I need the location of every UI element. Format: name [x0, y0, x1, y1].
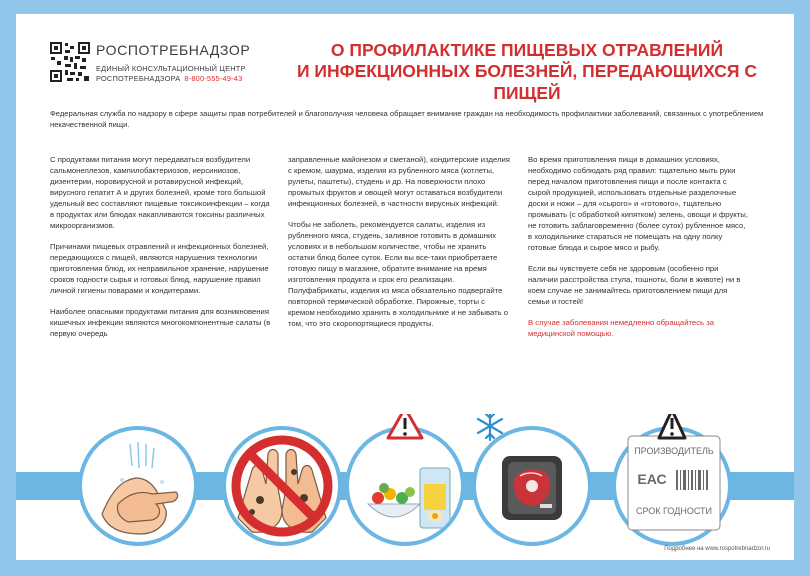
product-label-icon — [612, 414, 732, 546]
paragraph: С продуктами питания могут передаваться возбудители сальмонеллезов, кампилобактериозов, иерсиниозов, дизентерии, норовирусной и ротавирусной инфекций, вирусного гепатит А и других болезней, кроме того большой удельный вес составляют пищевые токсикоинфекции – когда в продуктах или блюдах накапливаются токсины различных микроорганизмов. — [50, 155, 270, 230]
paragraph: Причинами пищевых отравлений и инфекционных болезней, передающихся с пищей, являются нарушения технологии приготовления блюд, их неправильное хранение, нарушение сроков годности сырья и готовых блюд, нарушение правил личной гигиены поварами и кондитерами. — [50, 242, 269, 295]
organization-block — [96, 42, 250, 83]
illustration-band — [16, 414, 794, 554]
hotline-phone: 8-800-555-49-43 — [184, 74, 243, 83]
qr-code — [50, 42, 90, 82]
label-shelf-life: СРОК ГОДНОСТИ — [636, 506, 712, 516]
title-line-1: О ПРОФИЛАКТИКЕ ПИЩЕВЫХ ОТРАВЛЕНИЙ — [330, 40, 724, 60]
paragraph: Наиболее опасными продуктами питания для возникновения кишечных инфекции являются многокомпонентные салаты (в первую очередь — [50, 307, 271, 338]
poster-sheet — [16, 14, 794, 560]
text-column-2 — [288, 154, 510, 339]
paragraph: Если вы чувствуете себя не здоровым (особенно при наличии расстройства стула, тошноты, боли в животе) ни в коем случае не занимайтесь приготовлением пищи для семьи и гостей! — [528, 264, 741, 306]
organization-name: РОСПОТРЕБНАДЗОР — [96, 42, 251, 58]
text-column-3 — [528, 154, 750, 349]
title-line-2: И ИНФЕКЦИОННЫХ БОЛЕЗНЕЙ, ПЕРЕДАЮЩИХСЯ С ПИЩЕЙ — [296, 61, 758, 103]
paragraph: заправленные майонезом и сметаной), кондитерские изделия с кремом, шаурма, изделия из рубленного мяса (котлеты, рулеты, паштеты), студень и др. На поверхности плохо промытых фруктов и овощей могут оставаться возбудители инфекционных болезней, в частности вирусных инфекций. — [288, 155, 510, 208]
consulting-center-line2 — [96, 74, 250, 83]
text-column-1 — [50, 154, 272, 349]
consulting-center-name: РОСПОТРЕБНАДЗОРА — [96, 74, 181, 83]
dirty-hands-prohibited-icon — [222, 426, 342, 546]
footer-link[interactable]: Подробнее на www.rospotrebnadzor.ru — [664, 546, 770, 552]
barcode-icon — [676, 470, 708, 490]
frozen-meat-icon — [472, 414, 592, 546]
snowflake-icon — [478, 414, 502, 440]
intro-paragraph: Федеральная служба по надзору в сфере защиты прав потребителей и благополучия человека обращает внимание граждан на необходимость профилактики заболеваний, связанных с употреблением некачественной пищи. — [50, 109, 764, 129]
hand-washing-icon — [78, 426, 198, 546]
paragraph: Чтобы не заболеть, рекомендуется салаты, изделия из рубленного мяса, студень, заливное готовить в домашних условиях и в небольшом количестве, чтобы не хранить остатки блюд более суток. Если вы все-таки приобретаете готовую пищу в магазине, обратите внимание на время изготовления продукта и срок его реализации. Полуфабрикаты, изделия из мяса обязательно подвергайте повторной термической обработке. Пирожные, торты с кремом необходимо хранить в холодильнике и не забывать о том, что это скоропортящиеся продукты. — [288, 220, 509, 328]
poster-title — [262, 40, 792, 104]
paragraph: Во время приготовления пищи в домашних условиях, необходимо соблюдать ряд правил: тщательно мыть руки перед началом приготовления пищи и после контакта с сырой продукцией, использовать отдельные разделочные доски и ножи – для «сырого» и «готового», тщательно промывать (с обработкой кипятком) зелень, овощи и фрукты, не готовить заблаговременно (более суток) рубленное мясо, в холодильнике стараться не помещать на одну полку готовые блюда и сырое мясо и рыбу. — [528, 155, 748, 252]
eac-mark: ЕАС — [637, 471, 667, 487]
medical-warning: В случае заболевания немедленно обращайтесь за медицинской помощью. — [528, 318, 714, 338]
perishable-food-warning-icon — [345, 414, 465, 546]
consulting-center-label: ЕДИНЫЙ КОНСУЛЬТАЦИОННЫЙ ЦЕНТР — [96, 64, 246, 73]
label-producer: ПРОИЗВОДИТЕЛЬ — [634, 446, 714, 456]
